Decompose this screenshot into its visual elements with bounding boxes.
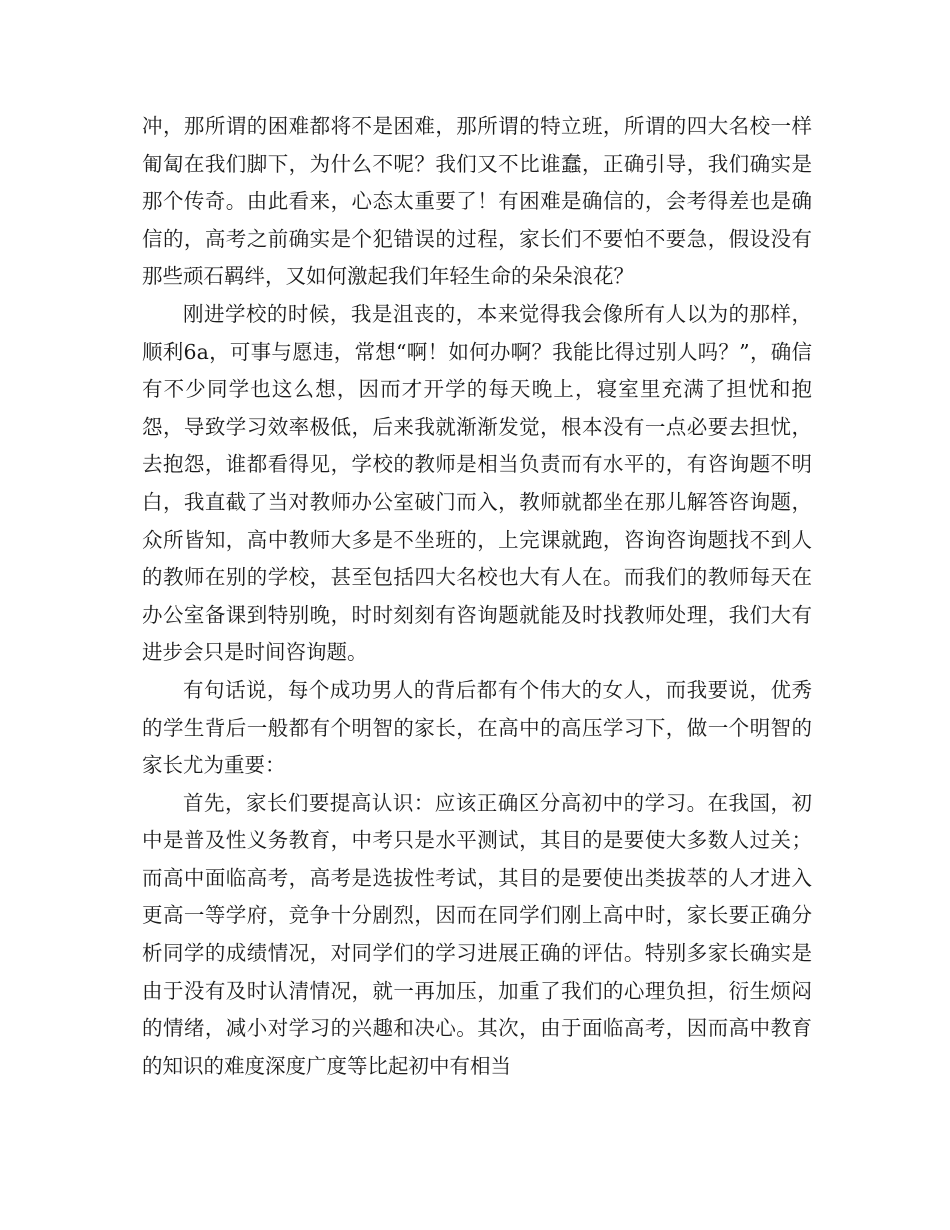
paragraph-4: 首先，家长们要提高认识：应该正确区分高初中的学习。在我国，初中是普及性义务教育，中考只是水平测试，其目的是要使大多数人过关；而高中面临高考，高考是选拔性考试，其目的是要使出类拔萃的人才进入更高一等学府，竞争十分剧烈，因而在同学们刚上高中时，家长要正确分析同学的成绩情况，对同学们的学习进展正确的评估。特别多家长确实是由于没有及时认清情况，就一再加压，加重了我们的心理负担，衍生烦闷的情绪，减小对学习的兴趣和决心。其次，由于面临高考，因而高中教育的知识的难度深度广度等比起初中有相当 bbox=[142, 790, 812, 1078]
document-body bbox=[142, 108, 812, 1085]
paragraph-1: 冲，那所谓的困难都将不是困难，那所谓的特立班，所谓的四大名校一样匍匐在我们脚下，为什么不呢？我们又不比谁蠢，正确引导，我们确实是那个传奇。由此看来，心态太重要了！有困难是确信的，会考得差也是确信的，高考之前确实是个犯错误的过程，家长们不要怕不要急，假设没有那些顽石羁绊，又如何激起我们年轻生命的朵朵浪花？ bbox=[142, 114, 812, 289]
paragraph-2: 刚进学校的时候，我是沮丧的，本来觉得我会像所有人以为的那样，顺利6a，可事与愿违，常想“啊！如何办啊？我能比得过别人吗？”，确信有不少同学也这么想，因而才开学的每天晚上，寝室里充满了担忧和抱怨，导致学习效率极低，后来我就渐渐发觉，根本没有一点必要去担忧，去抱怨，谁都看得见，学校的教师是相当负责而有水平的，有咨询题不明白，我直截了当对教师办公室破门而入，教师就都坐在那儿解答咨询题，众所皆知，高中教师大多是不坐班的，上完课就跑，咨询咨询题找不到人的教师在别的学校，甚至包括四大名校也大有人在。而我们的教师每天在办公室备课到特别晚，时时刻刻有咨询题就能及时找教师处理，我们大有进步会只是时间咨询题。 bbox=[142, 301, 812, 665]
paragraph-3: 有句话说，每个成功男人的背后都有个伟大的女人，而我要说，优秀的学生背后一般都有个明智的家长，在高中的高压学习下，做一个明智的家长尤为重要： bbox=[142, 677, 812, 778]
